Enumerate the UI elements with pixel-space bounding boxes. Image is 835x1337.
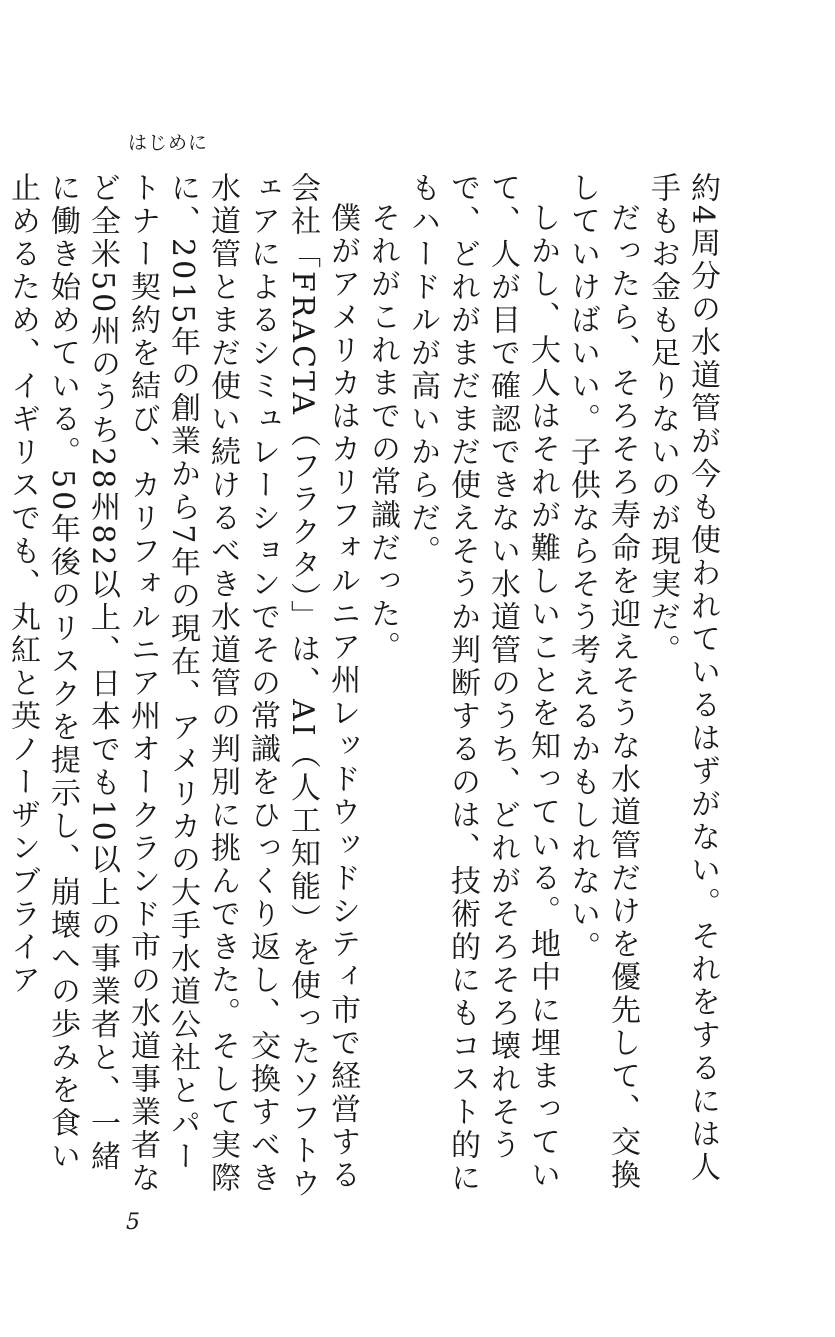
page-number: 5: [126, 1210, 140, 1235]
body-text: [5, 172, 722, 1202]
paragraph-1: 約4周分の水道管が今も使われているはずがない。それをするには人手もお金も足りないのが現実だ。: [645, 172, 720, 1185]
paragraph-2: だったら、そろそろ寿命を迎えそうな水道管だけを優先して、交換していけばいい。子供ならそう考えるかもしれない。: [565, 172, 640, 1192]
paragraph-4: それがこれまでの常識だった。: [365, 202, 400, 664]
running-head: はじめに: [128, 132, 209, 154]
paragraph-5: 僕がアメリカはカリフォルニア州レッドウッドシティ市で経営する会社「FRACTA（フラクタ）」は、AI（人工知能）を使ったソフトウェアによるシミュレーションでその常識をひっくり返し、交換すべき水道管とまだ使い続けるべき水道管の判別に挑んできた。そして実際に、2015年の創業から7年の現在、アメリカの大手水道公社とパートナー契約を結び、カリフォルニア州オークランド市の水道事業者など全米50州のうち28州82以上、日本でも10以上の事業者と、一緒に働き始めている。50年後のリスクを提示し、崩壊への歩みを食い止めるため、イギリスでも、丸紅と英ノーザンブライア: [5, 172, 360, 1201]
paragraph-3: しかし、大人はそれが難しいことを知っている。地中に埋まっていて、人が目で確認できない水道管のうち、どれがそろそろ壊れそうで、どれがまだまだ使えそうか判断するのは、技術的にもコスト的にもハードルが高いからだ。: [405, 172, 560, 1195]
